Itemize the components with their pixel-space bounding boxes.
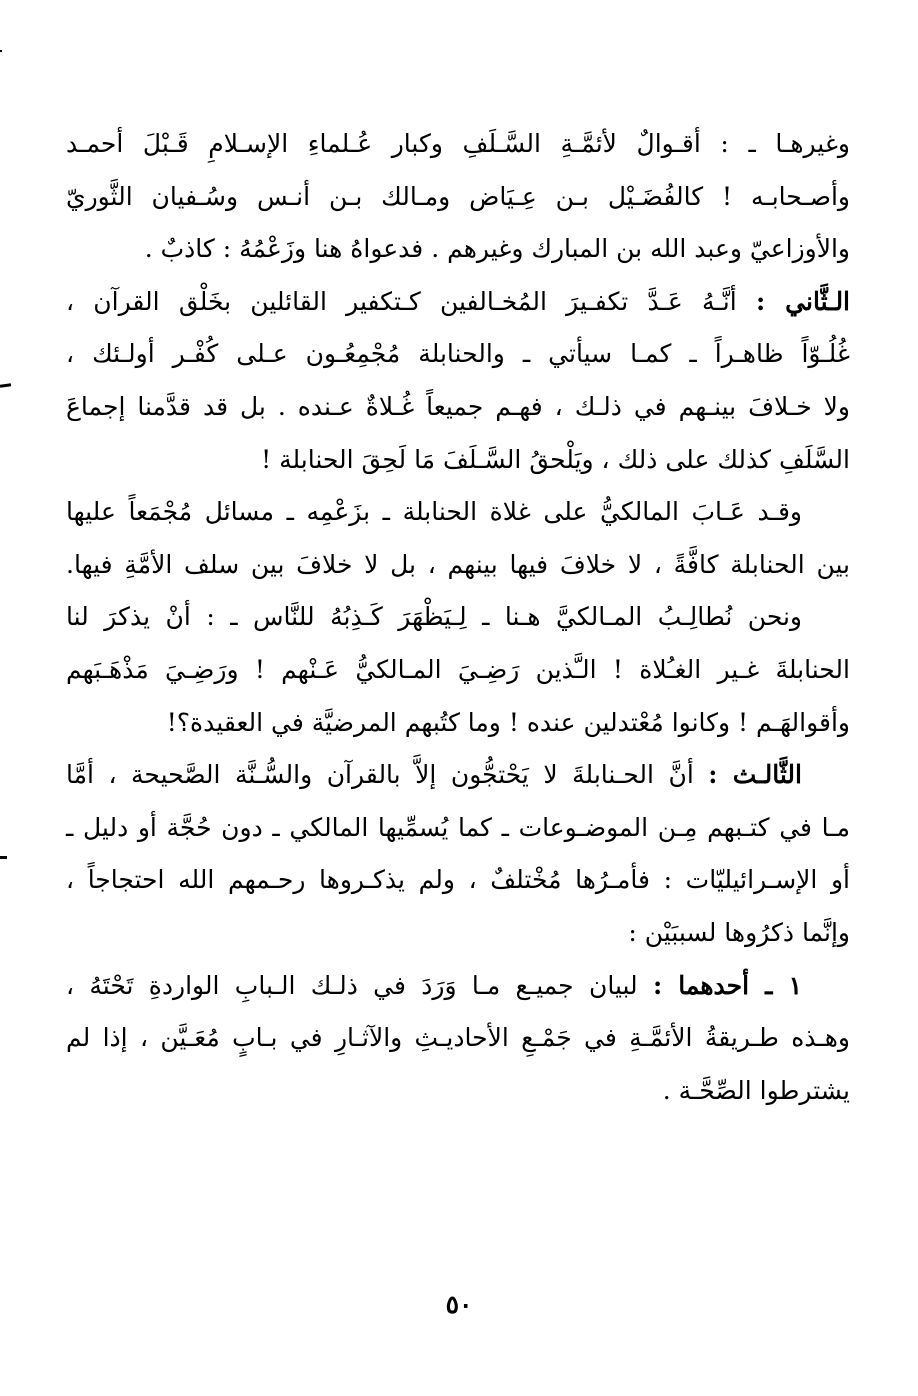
text-line: ولا خـلافَ بينـهم في ذلـك ، فهـم جميعاً غُـلاةٌ عـنده . بل قد قدَّمنا إجماعَ <box>66 391 850 421</box>
text-line: أو الإسـرائيليّات : فأمـرُها مُخْتلفٌ ، ولم يذكـروها رحـمهم الله احتجاجاً ، <box>66 865 850 895</box>
text-line: غُلُـوّاً ظاهـراً ـ كمـا سيأتي ـ والحنابلة مُجْمِعُـون عـلى كُفْـر أولـئك ، <box>66 339 851 369</box>
text-line: مـا في كتـبهم مِـن الموضـوعات ـ كما يُسمِّيها المالكي ـ دون حُجَّة أو دليل ـ <box>66 812 850 842</box>
text-line: الحنابلةَ غـير الغـُلاة ! الـَّذين رَضِـيَ المـالكيُّ عَـنْهم ! ورَضِـيَ مَذْهَـبَهم <box>66 654 850 684</box>
text-line: وهـذه طـريقةُ الأئمَّـةِ في جَمْـعِ الأحاديـثِ والآثـارِ في بـابٍ مُعَـيَّن ، إذا لم <box>66 1023 850 1053</box>
text-line: بين الحنابلة كافَّةً ، لا خلافَ فيها بينهم ، بل لا خلافَ بين سلف الأمَّةِ فيها. <box>66 549 850 579</box>
text-line: وقـد عَـابَ المالكيُّ على غلاة الحنابلة ـ بزَعْمِه ـ مسائل مُجْمَعاً عليها <box>66 497 802 527</box>
margin-mark <box>0 856 7 859</box>
page-number: ٥٠ <box>445 1290 473 1319</box>
scan-speck <box>0 50 2 52</box>
text-line: وأصـحابـه ! كالفُضَـيْل بـن عِـيَاض ومـالك بـن أنـس وسُـفيان الثَّوريّ <box>66 181 850 211</box>
text-line: والأوزاعيّ وعبد الله بن المبارك وغيرهم . فدعواهُ هنا وزَعْمُهُ : كاذبٌ . <box>144 234 850 264</box>
point-heading: الثَّالـث : <box>708 760 802 790</box>
text-line: السَّلَفِ كذلك على ذلك ، ويَلْحقُ السَّـلَفَ مَا لَحِقَ الحنابلة ! <box>261 444 850 474</box>
item-heading: ١ ـ أحدهما : <box>652 970 802 1000</box>
point-heading: الـثَّاني : <box>755 286 851 316</box>
text-line: وغيرهـا ـ : أقـوالٌ لأئمَّـةِ السَّـلَفِ وكبار عُـلماءِ الإسـلامِ قَـبْلَ أحمـد <box>66 129 850 158</box>
body-text <box>66 118 850 1117</box>
text-line: يشترطوا الصِّحَّـة . <box>662 1075 850 1105</box>
text-line: ١ ـ أحدهما : لبيان جميـع مـا وَرَدَ في ذلـك الـبابِ الواردةِ تَحْتَهُ ، <box>66 970 802 1000</box>
text-line: الـثَّاني : أنَّـهُ عَـدَّ تكفـيرَ المُخـالفين كـتكفير القائلين بخَلْق القرآن ، <box>66 286 851 316</box>
text-line: وإنَّما ذكرُوها لسببَيْن : <box>628 917 850 947</box>
text-line: وأقوالهَـم ! وكانوا مُعْتدلين عنده ! وما كتُبهم المرضيَّة في العقيدة؟! <box>166 707 850 737</box>
text-line: الثَّالـث : أنَّ الحـنابلةَ لا يَحْتجُّون إلاَّ بالقرآن والسُّـنَّة الصَّحيحة ، أمَّا <box>66 760 802 790</box>
margin-mark <box>0 383 11 388</box>
text-line: ونحن نُطالِـبُ المـالكيَّ هـنا ـ لِـيَظْهَرَ كَـذِبُهُ للنَّاس ـ : أنْ يذكرَ لنا <box>66 602 802 632</box>
